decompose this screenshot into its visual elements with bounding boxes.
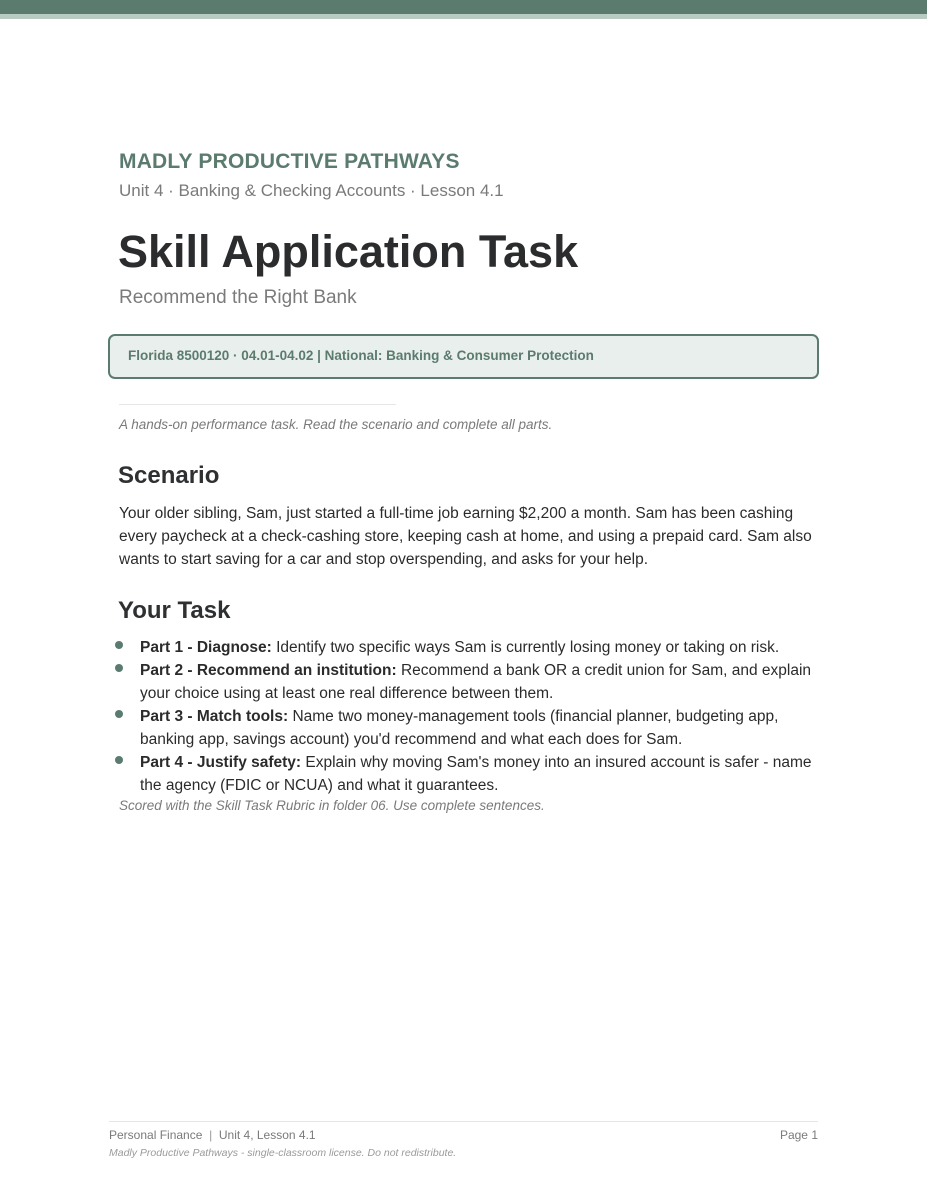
scenario-heading: Scenario — [118, 462, 220, 489]
task-item-text: Identify two specific ways Sam is currently losing money or taking on risk. — [271, 639, 780, 656]
task-item-part-4 — [119, 751, 819, 797]
standards-box — [108, 334, 819, 379]
bullet-icon — [115, 664, 123, 672]
task-item-part-2 — [119, 659, 819, 705]
bullet-icon — [115, 710, 123, 718]
standards-text: Florida 8500120 · 04.01-04.02 | National: Banking & Consumer Protection — [128, 348, 594, 363]
bullet-icon — [115, 641, 123, 649]
task-item-lead: Part 2 - Recommend an institution: — [140, 662, 397, 679]
license-note: Madly Productive Pathways - single-classroom license. Do not redistribute. — [109, 1147, 457, 1159]
footer-lesson: Unit 4, Lesson 4.1 — [218, 1128, 316, 1142]
scenario-body: Your older sibling, Sam, just started a full-time job earning $2,200 a month. Sam has been cashing every paycheck at a check-cashing store, keeping cash at home, and using a prepaid card. Sam also wants to start saving for a car and stop overspending, and asks for your help. — [119, 505, 812, 568]
intro-note: A hands-on performance task. Read the scenario and complete all parts. — [119, 417, 553, 432]
task-item-lead: Part 3 - Match tools: — [140, 708, 289, 725]
task-item-text: Recommend a bank OR a credit union for Sam, and explain your choice using at least one real difference between them. — [140, 662, 812, 702]
footer-course: Personal Finance — [109, 1128, 203, 1142]
task-item-lead: Part 1 - Diagnose: — [140, 639, 272, 656]
task-item-text: Name two money-management tools (financial planner, budgeting app, banking app, savings account) you'd recommend and what each does for Sam. — [140, 708, 779, 748]
top-accent-bar — [0, 0, 927, 14]
footer-divider — [109, 1121, 818, 1122]
footer-separator: | — [209, 1128, 213, 1142]
scoring-note: Scored with the Skill Task Rubric in folder 06. Use complete sentences. — [119, 798, 545, 813]
bullet-icon — [115, 756, 123, 764]
page-title: Skill Application Task — [118, 226, 579, 277]
unit-breadcrumb: Unit 4 · Banking & Checking Accounts · Lesson 4.1 — [119, 181, 504, 200]
page-number: Page 1 — [779, 1128, 818, 1142]
divider — [119, 404, 396, 405]
task-list — [119, 636, 819, 797]
page-subtitle: Recommend the Right Bank — [119, 287, 357, 308]
task-item-part-1 — [119, 636, 819, 659]
task-item-lead: Part 4 - Justify safety: — [140, 754, 302, 771]
top-accent-bar-shadow — [0, 14, 927, 19]
task-item-part-3 — [119, 705, 819, 751]
task-heading: Your Task — [118, 597, 231, 624]
brand-name: MADLY PRODUCTIVE PATHWAYS — [119, 150, 460, 173]
task-item-text: Explain why moving Sam's money into an insured account is safer - name the agency (FDIC or NCUA) and what it guarantees. — [140, 754, 812, 794]
footer-course-info — [109, 1128, 316, 1142]
